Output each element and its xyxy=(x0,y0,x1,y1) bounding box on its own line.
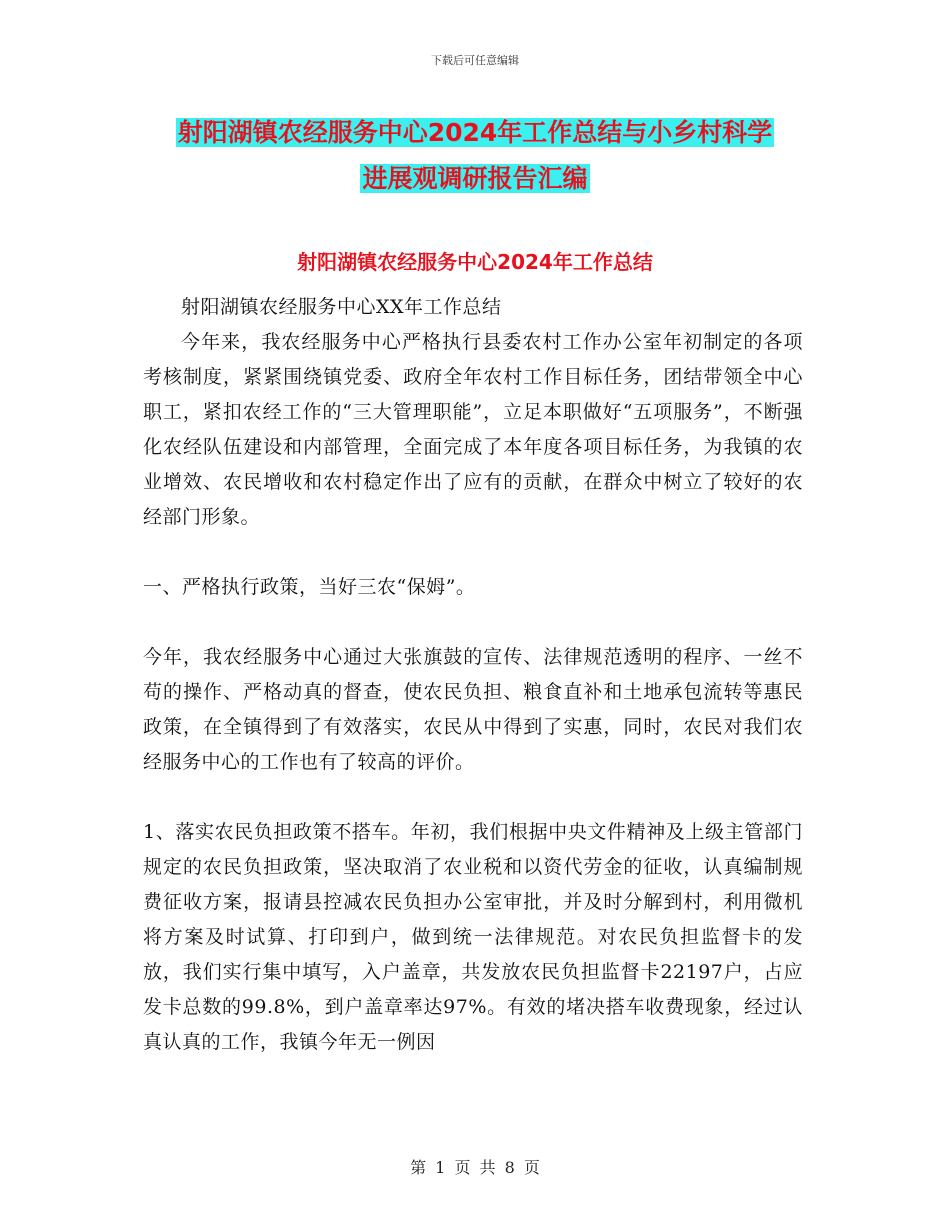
document-title xyxy=(0,110,950,202)
item-1-paragraph: 1、落实农民负担政策不搭车。年初，我们根据中央文件精神及上级主管部门规定的农民负担政策，坚决取消了农业税和以资代劳金的征收，认真编制规费征收方案，报请县控减农民负担办公室审批，并及时分解到村，利用微机将方案及时试算、打印到户，做到统一法律规范。对农民负担监督卡的发放，我们实行集中填写，入户盖章，共发放农民负担监督卡22197户，占应发卡总数的99.8%，到户盖章率达97%。有效的堵决搭车收费现象，经过认真认真的工作，我镇今年无一例因 xyxy=(143,821,803,1053)
title-line-1: 射阳湖镇农经服务中心2024年工作总结与小乡村科学 xyxy=(177,118,773,147)
subheading: 射阳湖镇农经服务中心XX年工作总结 xyxy=(181,296,502,318)
header-note: 下载后可任意编辑 xyxy=(431,54,519,67)
section-1-heading: 一、严格执行政策，当好三农“保姆”。 xyxy=(143,576,476,598)
page-number: 第 1 页 共 8 页 xyxy=(410,1158,540,1177)
intro-paragraph: 今年来，我农经服务中心严格执行县委农村工作办公室年初制定的各项考核制度，紧紧围绕镇党委、政府全年农村工作目标任务，团结带领全中心职工，紧扣农经工作的“三大管理职能”，立足本职做好“五项服务”，不断强化农经队伍建设和内部管理，全面完成了本年度各项目标任务，为我镇的农业增效、农民增收和农村稳定作出了应有的贡献，在群众中树立了较好的农经部门形象。 xyxy=(143,331,803,528)
section-title: 射阳湖镇农经服务中心2024年工作总结 xyxy=(297,250,653,274)
document-body xyxy=(143,290,803,1060)
section-1-paragraph: 今年，我农经服务中心通过大张旗鼓的宣传、法律规范透明的程序、一丝不苟的操作、严格动真的督查，使农民负担、粮食直补和土地承包流转等惠民政策，在全镇得到了有效落实，农民从中得到了实惠，同时，农民对我们农经服务中心的工作也有了较高的评价。 xyxy=(143,646,803,773)
title-line-2: 进展观调研报告汇编 xyxy=(362,164,588,193)
